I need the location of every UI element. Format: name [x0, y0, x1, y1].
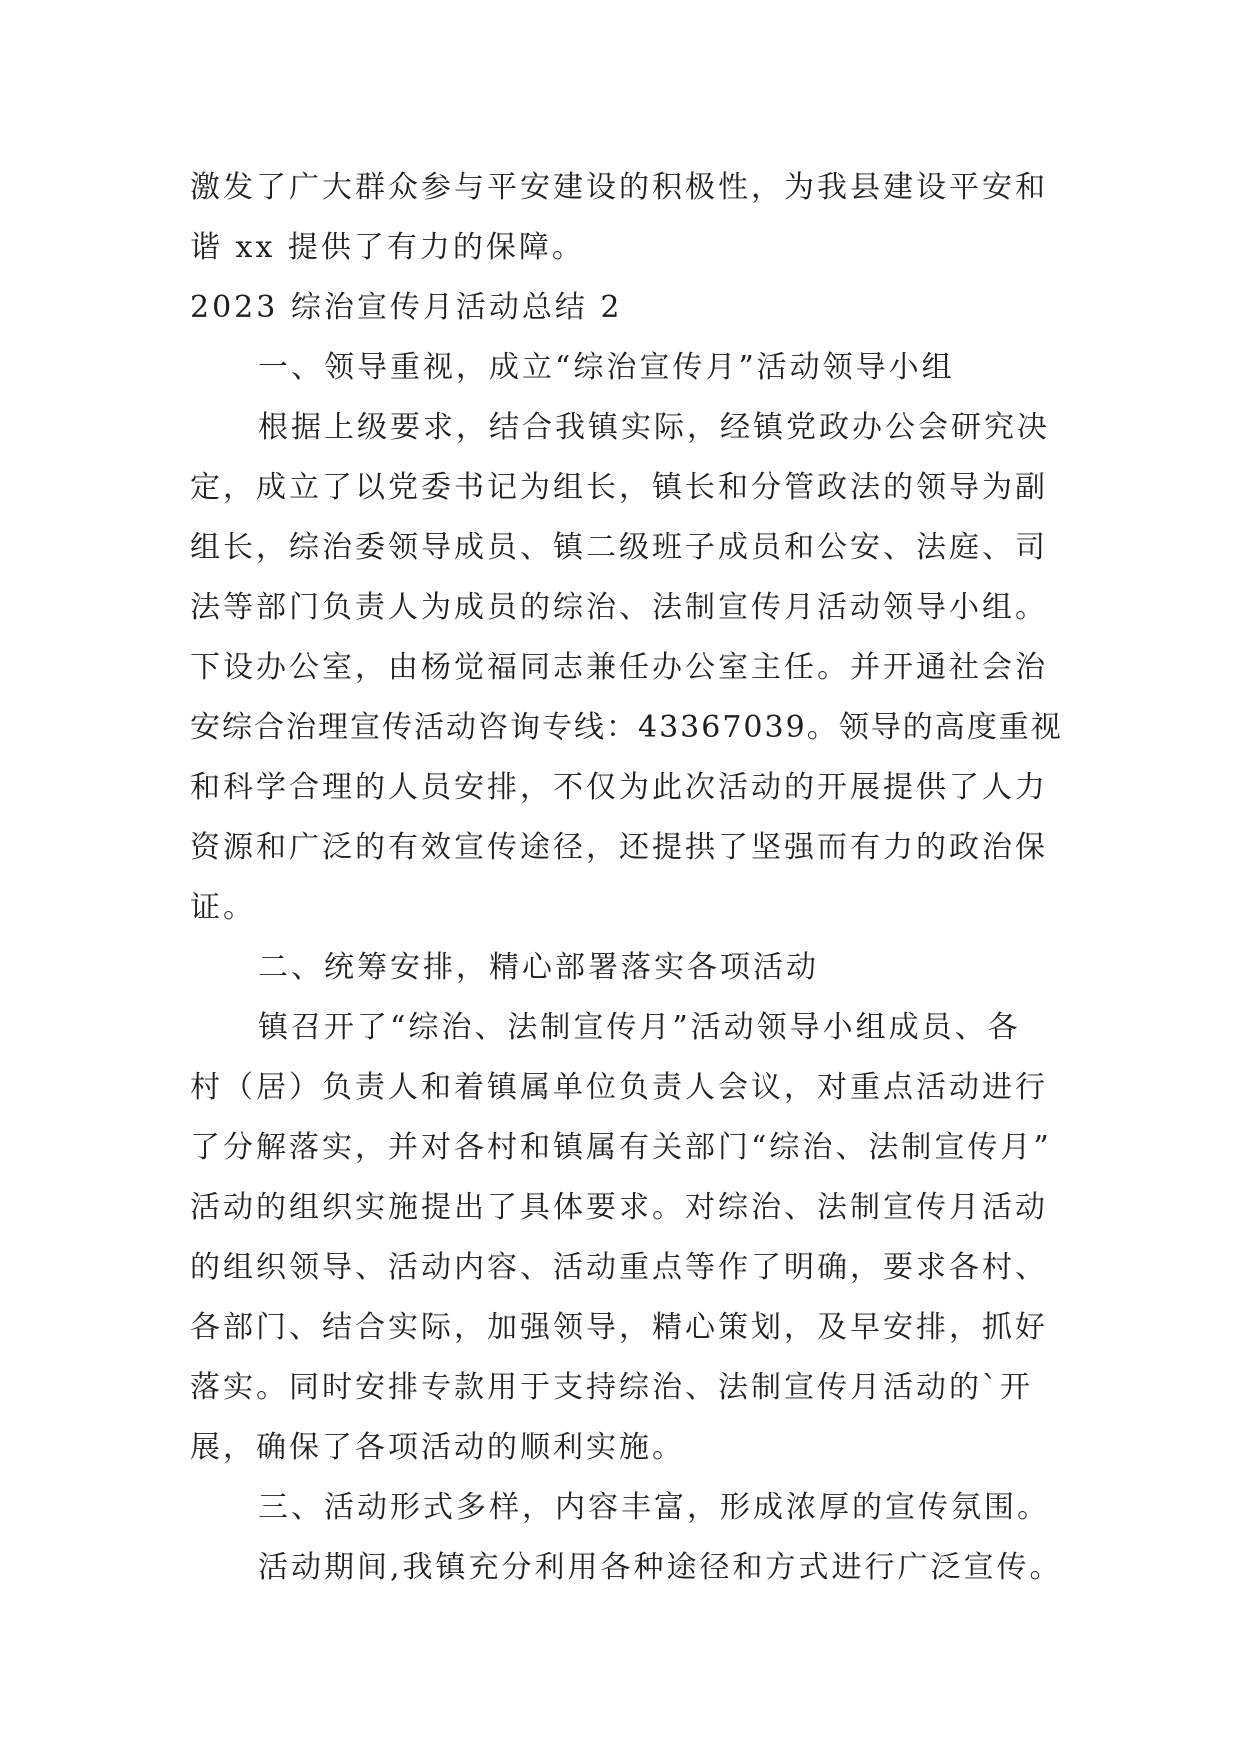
text-line: 谐 xx 提供了有力的保障。 — [190, 230, 585, 265]
text-line: 2023 综治宣传月活动总结 2 — [190, 290, 623, 325]
text-line: 一、领导重视，成立“综治宣传月”活动领导小组 — [258, 350, 955, 385]
text-line: 二、统筹安排，精心部署落实各项活动 — [258, 950, 819, 985]
text-line: 激发了广大群众参与平安建设的积极性，为我县建设平安和 — [190, 170, 1048, 205]
text-line: 活动期间,我镇充分利用各种途径和方式进行广泛宣传。 — [258, 1550, 1063, 1585]
text-line: 资源和广泛的有效宣传途径，还提拱了坚强而有力的政治保 — [190, 830, 1048, 865]
text-line: 三、活动形式多样，内容丰富，形成浓厚的宣传氛围。 — [258, 1490, 1050, 1525]
text-line: 定，成立了以党委书记为组长，镇长和分管政法的领导为副 — [190, 470, 1048, 505]
text-line: 根据上级要求，结合我镇实际，经镇党政办公会研究决 — [258, 410, 1050, 445]
document-body — [190, 158, 1070, 1598]
text-line: 法等部门负责人为成员的综治、法制宣传月活动领导小组。 — [190, 590, 1048, 625]
text-line: 安综合治理宣传活动咨询专线：43367039。领导的高度重视 — [190, 710, 1063, 745]
text-line: 各部门、结合实际，加强领导，精心策划，及早安排，抓好 — [190, 1310, 1048, 1345]
text-line: 了分解落实，并对各村和镇属有关部门“综治、法制宣传月” — [190, 1130, 1052, 1165]
text-line: 和科学合理的人员安排，不仅为此次活动的开展提供了人力 — [190, 770, 1048, 805]
text-line: 活动的组织实施提出了具体要求。对综治、法制宣传月活动 — [190, 1190, 1048, 1225]
text-line: 下设办公室，由杨觉福同志兼任办公室主任。并开通社会治 — [190, 650, 1048, 685]
text-line: 的组织领导、活动内容、活动重点等作了明确，要求各村、 — [190, 1250, 1048, 1285]
text-line: 落实。同时安排专款用于支持综治、法制宣传月活动的`开 — [190, 1370, 1033, 1405]
text-line: 镇召开了“综治、法制宣传月”活动领导小组成员、各 — [258, 1010, 1021, 1045]
text-line: 展，确保了各项活动的顺利实施。 — [190, 1430, 685, 1465]
text-line: 组长，综治委领导成员、镇二级班子成员和公安、法庭、司 — [190, 530, 1048, 565]
text-line: 证。 — [190, 890, 256, 925]
text-line: 村（居）负责人和着镇属单位负责人会议，对重点活动进行 — [190, 1070, 1048, 1105]
